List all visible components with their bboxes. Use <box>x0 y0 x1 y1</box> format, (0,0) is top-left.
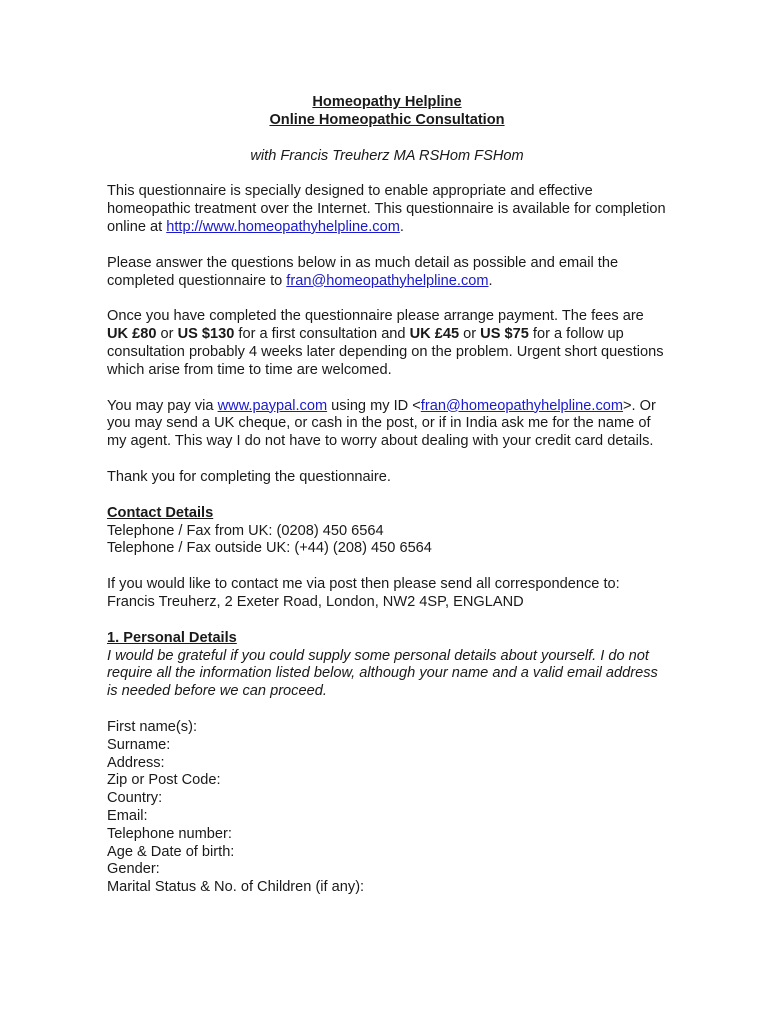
fee-uk-follow: UK £45 <box>409 326 460 343</box>
spacer <box>107 165 667 183</box>
phone-outside-uk: Telephone / Fax outside UK: (+44) (208) 450 6564 <box>107 540 432 557</box>
personal-details-note: I would be grateful if you could supply some personal details about yourself. I do not require all the information listed below, although your name and a valid email address is needed before we can proceed. <box>107 647 658 700</box>
document-subtitle: Online Homeopathic Consultation <box>269 111 505 128</box>
postal-address: Francis Treuherz, 2 Exeter Road, London, NW2 4SP, ENGLAND <box>107 593 524 610</box>
payment-email-link[interactable]: fran@homeopathyhelpline.com <box>420 397 624 414</box>
instructions-paragraph <box>107 255 667 291</box>
field-first-name: First name(s): <box>107 718 197 735</box>
contact-heading: Contact Details <box>107 504 214 521</box>
fee-us-follow: US $75 <box>480 326 529 343</box>
post-intro: If you would like to contact me via post then please send all correspondence to: <box>107 576 620 593</box>
thanks-paragraph: Thank you for completing the questionnaire. <box>107 468 391 485</box>
spacer <box>107 487 667 505</box>
payment-text: >. Or you may send a UK cheque, or cash in the post, or if in India ask me for the name of my agent. This way I do not have to worry about dealing with your credit card details. <box>107 397 656 450</box>
field-address: Address: <box>107 754 165 771</box>
spacer <box>107 701 667 719</box>
personal-details-heading: 1. Personal Details <box>107 629 237 646</box>
paypal-link[interactable]: www.paypal.com <box>217 397 328 414</box>
spacer <box>107 130 667 148</box>
field-marital-status: Marital Status & No. of Children (if any): <box>107 879 365 896</box>
phone-uk: Telephone / Fax from UK: (0208) 450 6564 <box>107 522 384 539</box>
field-email: Email: <box>107 807 148 824</box>
email-link[interactable]: fran@homeopathyhelpline.com <box>286 272 489 289</box>
field-post-code: Zip or Post Code: <box>107 772 221 789</box>
personal-fields-list <box>107 719 667 897</box>
field-surname: Surname: <box>107 736 171 753</box>
fees-text: Once you have completed the questionnaire please arrange payment. The fees are <box>107 308 644 325</box>
intro-period: . <box>399 218 404 235</box>
field-gender: Gender: <box>107 861 160 878</box>
fees-text: for a follow up consultation probably 4 weeks later depending on the problem. Urgent short questions which arise from time to time are welcomed. <box>107 326 664 378</box>
payment-text: using my ID < <box>327 397 421 414</box>
fees-paragraph <box>107 308 667 379</box>
document-title: Homeopathy Helpline <box>312 94 462 110</box>
field-telephone: Telephone number: <box>107 825 232 842</box>
payment-text: You may pay via <box>107 397 218 414</box>
byline: with Francis Treuherz MA RSHom FSHom <box>250 147 524 164</box>
intro-paragraph <box>107 183 667 236</box>
intro-text: This questionnaire is specially designed to enable appropriate and effective homeopathic treatment over the Internet. This questionnaire is available for completion online at <box>107 183 666 235</box>
fee-uk-first: UK £80 <box>107 326 157 343</box>
document-page <box>107 94 667 897</box>
fees-text: or <box>459 326 481 343</box>
fee-us-first: US $130 <box>177 326 235 343</box>
spacer <box>107 290 667 308</box>
website-link[interactable]: http://www.homeopathyhelpline.com <box>166 218 400 235</box>
fees-text: or <box>156 326 178 343</box>
field-age-dob: Age & Date of birth: <box>107 843 235 860</box>
fees-text: for a first consultation and <box>234 326 410 343</box>
spacer <box>107 237 667 255</box>
field-country: Country: <box>107 790 163 807</box>
spacer <box>107 612 667 630</box>
instructions-period: . <box>488 272 493 289</box>
spacer <box>107 558 667 576</box>
spacer <box>107 380 667 398</box>
instructions-text: Please answer the questions below in as much detail as possible and email the completed questionnaire to <box>107 254 619 289</box>
payment-paragraph <box>107 398 667 451</box>
spacer <box>107 451 667 469</box>
